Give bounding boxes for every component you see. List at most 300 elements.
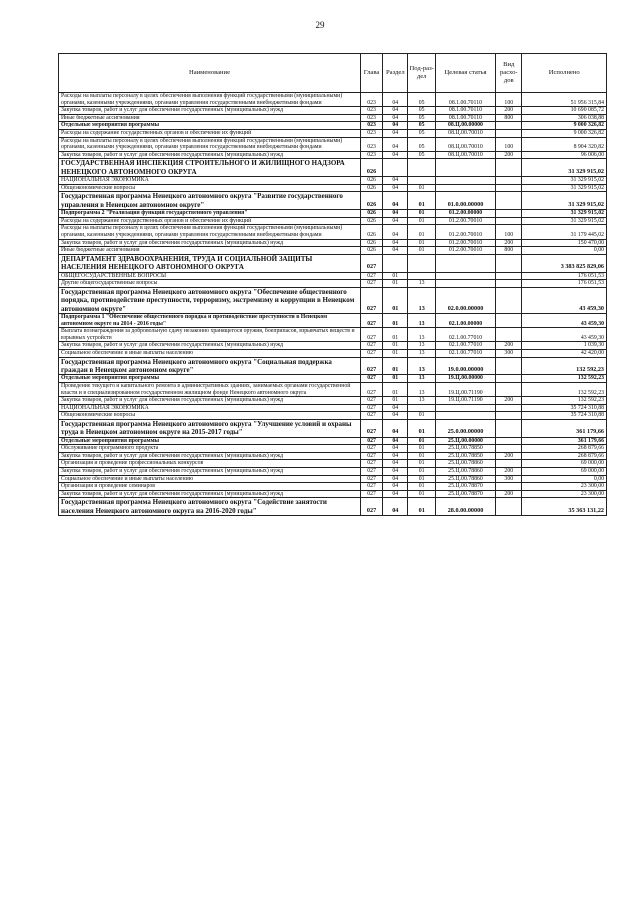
- cell-razdel: 04: [383, 225, 408, 239]
- cell-podrazdel: 01: [408, 460, 435, 468]
- cell-vid: 100: [496, 93, 522, 107]
- cell-amount: 150 470,00: [522, 239, 607, 247]
- cell-razdel: 04: [383, 412, 408, 420]
- cell-amount: 132 592,23: [522, 375, 607, 383]
- cell-vid: 200: [496, 397, 522, 405]
- cell-vid: [496, 498, 522, 516]
- header-amount: Исполнено: [522, 54, 607, 93]
- cell-glava: 027: [360, 460, 382, 468]
- cell-target: 19.Ц.00.71190: [435, 397, 495, 405]
- cell-vid: [496, 328, 522, 342]
- cell-vid: [496, 122, 522, 130]
- cell-razdel: 04: [383, 114, 408, 122]
- cell-glava: 027: [360, 445, 382, 453]
- cell-target: 02.1.00.77010: [435, 328, 495, 342]
- cell-name: Государственная программа Ненецкого автономного округа "Развитие государственного управления в Ненецком автономном округе": [59, 192, 361, 210]
- cell-name: Отдельные мероприятия программы: [59, 122, 361, 130]
- cell-podrazdel: 13: [408, 382, 435, 396]
- cell-podrazdel: 01: [408, 452, 435, 460]
- cell-vid: [496, 313, 522, 327]
- cell-podrazdel: 01: [408, 184, 435, 192]
- cell-glava: 027: [360, 342, 382, 350]
- cell-razdel: 04: [383, 129, 408, 137]
- table-row: [59, 184, 607, 192]
- header-name: Наименование: [59, 54, 361, 93]
- cell-podrazdel: 01: [408, 475, 435, 483]
- cell-amount: 51 956 315,84: [522, 93, 607, 107]
- cell-name: Закупка товаров, работ и услуг для обеспечения государственных (муниципальных) нужд: [59, 397, 361, 405]
- cell-amount: 132 592,23: [522, 357, 607, 375]
- cell-vid: [496, 287, 522, 313]
- cell-vid: [496, 210, 522, 218]
- cell-target: 02.1.00.77010: [435, 349, 495, 357]
- cell-glava: 027: [360, 357, 382, 375]
- table-row: [59, 342, 607, 350]
- cell-glava: 023: [360, 114, 382, 122]
- cell-name: Выплата вознаграждения за добровольную сдачу незаконно хранящегося оружия, боеприпасов, взрывчатых веществ и взрывных устройств: [59, 328, 361, 342]
- cell-amount: 31 329 915,02: [522, 192, 607, 210]
- table-row: [59, 93, 607, 107]
- cell-podrazdel: 01: [408, 217, 435, 225]
- cell-glava: 023: [360, 107, 382, 115]
- cell-amount: 31 329 915,02: [522, 159, 607, 177]
- cell-razdel: 04: [383, 210, 408, 218]
- cell-vid: [496, 217, 522, 225]
- cell-vid: 200: [496, 468, 522, 476]
- cell-podrazdel: 01: [408, 247, 435, 255]
- cell-razdel: 04: [383, 437, 408, 445]
- cell-podrazdel: 01: [408, 483, 435, 491]
- cell-glava: 026: [360, 247, 382, 255]
- cell-razdel: 04: [383, 490, 408, 498]
- cell-vid: 300: [496, 349, 522, 357]
- cell-podrazdel: 13: [408, 375, 435, 383]
- cell-podrazdel: 13: [408, 357, 435, 375]
- cell-name: Организация и проведение семинаров: [59, 483, 361, 491]
- cell-target: 01.2.00.00000: [435, 210, 495, 218]
- cell-amount: 1 039,30: [522, 342, 607, 350]
- cell-razdel: 04: [383, 137, 408, 151]
- cell-vid: [496, 192, 522, 210]
- cell-amount: 96 006,00: [522, 151, 607, 159]
- cell-target: 01.2.00.70010: [435, 225, 495, 239]
- cell-razdel: 01: [383, 328, 408, 342]
- cell-name: Другие общегосударственные вопросы: [59, 280, 361, 288]
- header-podrazdel: Под-раз-дел: [408, 54, 435, 93]
- cell-podrazdel: [408, 159, 435, 177]
- cell-target: [435, 280, 495, 288]
- cell-name: Подпрограмма 2 "Реализация функций государственного управления": [59, 210, 361, 218]
- cell-glava: 023: [360, 151, 382, 159]
- cell-razdel: [383, 254, 408, 272]
- cell-amount: 361 179,66: [522, 419, 607, 437]
- cell-vid: [496, 129, 522, 137]
- cell-name: Закупка товаров, работ и услуг для обеспечения государственных (муниципальных) нужд: [59, 151, 361, 159]
- budget-table: [58, 53, 607, 516]
- cell-glava: 027: [360, 254, 382, 272]
- cell-amount: 10 690 085,72: [522, 107, 607, 115]
- cell-target: 19.0.00.00000: [435, 357, 495, 375]
- cell-glava: 027: [360, 272, 382, 280]
- table-row: [59, 404, 607, 412]
- cell-name: Закупка товаров, работ и услуг для обеспечения государственных (муниципальных) нужд: [59, 452, 361, 460]
- cell-name: Государственная программа Ненецкого автономного округа "Улучшение условий и охраны труда в Ненецком автономном округе на 2015-2017 годы": [59, 419, 361, 437]
- cell-vid: [496, 375, 522, 383]
- cell-podrazdel: [408, 254, 435, 272]
- table-row: [59, 225, 607, 239]
- cell-razdel: 01: [383, 375, 408, 383]
- cell-name: Закупка товаров, работ и услуг для обеспечения государственных (муниципальных) нужд: [59, 342, 361, 350]
- cell-name: Общеэкономические вопросы: [59, 412, 361, 420]
- cell-name: Социальное обеспечение и иные выплаты населению: [59, 349, 361, 357]
- header-vid: Вид расхо-дов: [496, 54, 522, 93]
- cell-glava: 027: [360, 419, 382, 437]
- table-row: [59, 107, 607, 115]
- cell-name: Расходы на выплаты персоналу в целях обеспечения выполнения функций государственными (муниципальными) органами, казенными учреждениями, органами управления государственными внебюджетными фондами: [59, 225, 361, 239]
- cell-vid: 200: [496, 342, 522, 350]
- table-row: [59, 382, 607, 396]
- cell-glava: 027: [360, 397, 382, 405]
- cell-amount: 43 459,30: [522, 328, 607, 342]
- cell-name: Государственная программа Ненецкого автономного округа "Социальная поддержка граждан в Ненецком автономном округе": [59, 357, 361, 375]
- cell-vid: 100: [496, 225, 522, 239]
- cell-podrazdel: [408, 177, 435, 185]
- cell-amount: 9 000 326,82: [522, 122, 607, 130]
- cell-name: НАЦИОНАЛЬНАЯ ЭКОНОМИКА: [59, 404, 361, 412]
- cell-podrazdel: 05: [408, 93, 435, 107]
- cell-name: Расходы на содержание государственных органов и обеспечение их функций: [59, 129, 361, 137]
- cell-glava: 027: [360, 328, 382, 342]
- cell-amount: 43 459,30: [522, 287, 607, 313]
- cell-name: Организация и проведение профессиональных конкурсов: [59, 460, 361, 468]
- cell-glava: 023: [360, 122, 382, 130]
- cell-vid: [496, 483, 522, 491]
- cell-name: Закупка товаров, работ и услуг для обеспечения государственных (муниципальных) нужд: [59, 239, 361, 247]
- table-row: [59, 397, 607, 405]
- cell-target: [435, 404, 495, 412]
- table-row: [59, 349, 607, 357]
- table-row: [59, 159, 607, 177]
- table-row: [59, 313, 607, 327]
- table-row: [59, 272, 607, 280]
- table-row: [59, 498, 607, 516]
- cell-target: 08.Ц.00.00000: [435, 122, 495, 130]
- cell-razdel: 04: [383, 468, 408, 476]
- cell-target: 01.2.00.70010: [435, 239, 495, 247]
- table-row: [59, 445, 607, 453]
- cell-name: Социальное обеспечение и иные выплаты населению: [59, 475, 361, 483]
- cell-podrazdel: 01: [408, 225, 435, 239]
- cell-amount: 42 420,00: [522, 349, 607, 357]
- cell-vid: [496, 437, 522, 445]
- cell-podrazdel: [408, 404, 435, 412]
- cell-podrazdel: 01: [408, 210, 435, 218]
- cell-name: Отдельные мероприятия программы: [59, 437, 361, 445]
- cell-amount: 176 051,53: [522, 272, 607, 280]
- table-row: [59, 177, 607, 185]
- table-body: [59, 93, 607, 516]
- cell-vid: [496, 445, 522, 453]
- cell-vid: [496, 419, 522, 437]
- cell-target: 01.2.00.70010: [435, 217, 495, 225]
- cell-glava: 027: [360, 404, 382, 412]
- cell-name: Государственная программа Ненецкого автономного округа "Содействие занятости населения Ненецкого автономного округа на 2016-2020 годы": [59, 498, 361, 516]
- table-row: [59, 129, 607, 137]
- cell-vid: [496, 460, 522, 468]
- cell-amount: 132 592,23: [522, 382, 607, 396]
- cell-podrazdel: 01: [408, 490, 435, 498]
- cell-razdel: 01: [383, 342, 408, 350]
- table-row: [59, 419, 607, 437]
- cell-razdel: 04: [383, 184, 408, 192]
- cell-vid: [496, 357, 522, 375]
- cell-podrazdel: [408, 272, 435, 280]
- cell-razdel: 01: [383, 272, 408, 280]
- table-row: [59, 254, 607, 272]
- cell-target: 25.Ц.00.78850: [435, 445, 495, 453]
- cell-name: Расходы на выплаты персоналу в целях обеспечения выполнения функций государственными (муниципальными) органами, казенными учреждениями, органами управления государственными внебюджетными фондами: [59, 93, 361, 107]
- header-razdel: Раздел: [383, 54, 408, 93]
- cell-name: Общеэкономические вопросы: [59, 184, 361, 192]
- cell-amount: 268 879,66: [522, 445, 607, 453]
- cell-glava: 026: [360, 192, 382, 210]
- cell-glava: 027: [360, 280, 382, 288]
- cell-glava: 026: [360, 225, 382, 239]
- cell-podrazdel: 05: [408, 114, 435, 122]
- cell-vid: 200: [496, 452, 522, 460]
- cell-razdel: 01: [383, 357, 408, 375]
- table-row: [59, 483, 607, 491]
- cell-podrazdel: 01: [408, 445, 435, 453]
- cell-glava: 023: [360, 129, 382, 137]
- table-row: [59, 192, 607, 210]
- cell-target: [435, 412, 495, 420]
- cell-name: Иные бюджетные ассигнования: [59, 114, 361, 122]
- cell-target: 25.Ц.00.78870: [435, 483, 495, 491]
- cell-podrazdel: 01: [408, 437, 435, 445]
- cell-glava: 027: [360, 349, 382, 357]
- cell-amount: 0,00: [522, 247, 607, 255]
- cell-glava: 026: [360, 159, 382, 177]
- table-row: [59, 247, 607, 255]
- cell-razdel: 04: [383, 475, 408, 483]
- cell-razdel: [383, 159, 408, 177]
- cell-target: 08.1.00.70110: [435, 114, 495, 122]
- table-row: [59, 490, 607, 498]
- cell-amount: 31 329 915,02: [522, 177, 607, 185]
- cell-razdel: 04: [383, 460, 408, 468]
- page-number: 29: [315, 20, 325, 30]
- table-row: [59, 137, 607, 151]
- table-row: [59, 468, 607, 476]
- cell-target: 02.1.00.00000: [435, 313, 495, 327]
- cell-target: [435, 254, 495, 272]
- cell-amount: 361 179,66: [522, 437, 607, 445]
- cell-vid: 200: [496, 151, 522, 159]
- cell-target: 01.0.00.00000: [435, 192, 495, 210]
- cell-podrazdel: 01: [408, 419, 435, 437]
- cell-vid: [496, 404, 522, 412]
- cell-target: 25.0.00.00000: [435, 419, 495, 437]
- cell-razdel: 04: [383, 151, 408, 159]
- cell-target: [435, 184, 495, 192]
- cell-razdel: 01: [383, 382, 408, 396]
- cell-glava: 023: [360, 93, 382, 107]
- cell-amount: 69 000,00: [522, 468, 607, 476]
- table-row: [59, 460, 607, 468]
- cell-glava: 027: [360, 452, 382, 460]
- cell-amount: 35 363 131,22: [522, 498, 607, 516]
- cell-amount: 35 724 310,88: [522, 404, 607, 412]
- cell-target: 25.Ц.00.78860: [435, 468, 495, 476]
- cell-vid: [496, 159, 522, 177]
- cell-razdel: 04: [383, 93, 408, 107]
- cell-vid: [496, 272, 522, 280]
- cell-amount: 31 329 915,02: [522, 184, 607, 192]
- cell-glava: 027: [360, 437, 382, 445]
- cell-podrazdel: 13: [408, 397, 435, 405]
- cell-target: 19.Ц.00.00000: [435, 375, 495, 383]
- cell-glava: 027: [360, 483, 382, 491]
- cell-podrazdel: 05: [408, 129, 435, 137]
- cell-target: 28.0.00.00000: [435, 498, 495, 516]
- table-row: [59, 287, 607, 313]
- table-row: [59, 239, 607, 247]
- cell-amount: 0,00: [522, 475, 607, 483]
- cell-target: 01.2.00.70010: [435, 247, 495, 255]
- cell-podrazdel: 05: [408, 122, 435, 130]
- cell-vid: [496, 177, 522, 185]
- cell-amount: 306 038,88: [522, 114, 607, 122]
- cell-razdel: 04: [383, 247, 408, 255]
- cell-name: Обслуживание программного продукта: [59, 445, 361, 453]
- cell-vid: 100: [496, 137, 522, 151]
- table-row: [59, 412, 607, 420]
- cell-razdel: 04: [383, 419, 408, 437]
- cell-glava: 023: [360, 137, 382, 151]
- table-row: [59, 375, 607, 383]
- cell-name: ДЕПАРТАМЕНТ ЗДРАВООХРАНЕНИЯ, ТРУДА И СОЦИАЛЬНОЙ ЗАЩИТЫ НАСЕЛЕНИЯ НЕНЕЦКОГО АВТОНОМНОГО ОКРУГА: [59, 254, 361, 272]
- cell-podrazdel: 05: [408, 137, 435, 151]
- table-row: [59, 280, 607, 288]
- cell-glava: 027: [360, 412, 382, 420]
- cell-target: 25.Ц.00.78870: [435, 490, 495, 498]
- table-row: [59, 437, 607, 445]
- cell-target: 02.1.00.77010: [435, 342, 495, 350]
- cell-target: 19.Ц.00.71190: [435, 382, 495, 396]
- cell-razdel: 01: [383, 287, 408, 313]
- cell-name: Иные бюджетные ассигнования: [59, 247, 361, 255]
- cell-podrazdel: 13: [408, 349, 435, 357]
- cell-razdel: 04: [383, 122, 408, 130]
- cell-glava: 027: [360, 313, 382, 327]
- cell-glava: 026: [360, 217, 382, 225]
- cell-razdel: 01: [383, 349, 408, 357]
- cell-glava: 027: [360, 468, 382, 476]
- cell-amount: 132 592,23: [522, 397, 607, 405]
- cell-target: 08.Ц.00.70010: [435, 137, 495, 151]
- cell-target: 08.1.00.70110: [435, 93, 495, 107]
- cell-razdel: 04: [383, 445, 408, 453]
- table-row: [59, 114, 607, 122]
- cell-target: 25.Ц.00.78850: [435, 452, 495, 460]
- cell-name: Закупка товаров, работ и услуг для обеспечения государственных (муниципальных) нужд: [59, 490, 361, 498]
- cell-target: 25.Ц.00.78860: [435, 475, 495, 483]
- cell-podrazdel: 01: [408, 468, 435, 476]
- cell-amount: 43 459,30: [522, 313, 607, 327]
- cell-name: НАЦИОНАЛЬНАЯ ЭКОНОМИКА: [59, 177, 361, 185]
- cell-podrazdel: 05: [408, 107, 435, 115]
- cell-target: 25.Ц.00.78860: [435, 460, 495, 468]
- cell-amount: 31 329 915,02: [522, 210, 607, 218]
- cell-target: [435, 272, 495, 280]
- cell-razdel: 01: [383, 313, 408, 327]
- cell-vid: 200: [496, 107, 522, 115]
- cell-target: 08.1.00.70110: [435, 107, 495, 115]
- cell-vid: [496, 280, 522, 288]
- cell-vid: 200: [496, 239, 522, 247]
- cell-name: Государственная программа Ненецкого автономного округа "Обеспечение общественного порядка, противодействие преступности, терроризму, экстремизму и коррупции в Ненецком автономном округе": [59, 287, 361, 313]
- table-row: [59, 452, 607, 460]
- table-row: [59, 328, 607, 342]
- cell-name: Расходы на выплаты персоналу в целях обеспечения выполнения функций государственными (муниципальными) органами, казенными учреждениями, органами управления государственными внебюджетными фондами: [59, 137, 361, 151]
- cell-razdel: 04: [383, 239, 408, 247]
- cell-amount: 69 000,00: [522, 460, 607, 468]
- cell-amount: 176 051,53: [522, 280, 607, 288]
- cell-target: [435, 177, 495, 185]
- cell-name: Отдельные мероприятия программы: [59, 375, 361, 383]
- cell-podrazdel: 05: [408, 151, 435, 159]
- cell-vid: 300: [496, 475, 522, 483]
- cell-glava: 027: [360, 498, 382, 516]
- cell-name: Закупка товаров, работ и услуг для обеспечения государственных (муниципальных) нужд: [59, 107, 361, 115]
- cell-razdel: 04: [383, 452, 408, 460]
- cell-amount: 8 904 320,82: [522, 137, 607, 151]
- cell-razdel: 04: [383, 483, 408, 491]
- table-row: [59, 217, 607, 225]
- table-row: [59, 210, 607, 218]
- cell-name: ОБЩЕГОСУДАРСТВЕННЫЕ ВОПРОСЫ: [59, 272, 361, 280]
- cell-vid: 800: [496, 114, 522, 122]
- cell-razdel: 04: [383, 192, 408, 210]
- cell-name: Проведение текущего и капитального ремонта в административных зданиях, занимаемых органами государственной власти и в специализированном государственном жилищном фонде Ненецкого автономного округа: [59, 382, 361, 396]
- cell-amount: 23 300,00: [522, 490, 607, 498]
- cell-name: Закупка товаров, работ и услуг для обеспечения государственных (муниципальных) нужд: [59, 468, 361, 476]
- cell-podrazdel: 13: [408, 328, 435, 342]
- cell-vid: [496, 254, 522, 272]
- cell-glava: 027: [360, 490, 382, 498]
- cell-razdel: 04: [383, 217, 408, 225]
- cell-vid: [496, 184, 522, 192]
- cell-name: ГОСУДАРСТВЕННАЯ ИНСПЕКЦИЯ СТРОИТЕЛЬНОГО И ЖИЛИЩНОГО НАДЗОРА НЕНЕЦКОГО АВТОНОМНОГО ОКРУГА: [59, 159, 361, 177]
- header-glava: Глава: [360, 54, 382, 93]
- cell-glava: 026: [360, 177, 382, 185]
- cell-vid: 800: [496, 247, 522, 255]
- cell-podrazdel: 13: [408, 280, 435, 288]
- cell-razdel: 04: [383, 107, 408, 115]
- cell-podrazdel: 13: [408, 342, 435, 350]
- cell-razdel: 01: [383, 397, 408, 405]
- cell-podrazdel: 01: [408, 192, 435, 210]
- cell-glava: 026: [360, 184, 382, 192]
- cell-name: Расходы на содержание государственных органов и обеспечение их функций: [59, 217, 361, 225]
- cell-razdel: 04: [383, 404, 408, 412]
- cell-razdel: 04: [383, 177, 408, 185]
- cell-podrazdel: 01: [408, 498, 435, 516]
- cell-glava: 027: [360, 382, 382, 396]
- cell-amount: 35 724 310,88: [522, 412, 607, 420]
- cell-glava: 027: [360, 475, 382, 483]
